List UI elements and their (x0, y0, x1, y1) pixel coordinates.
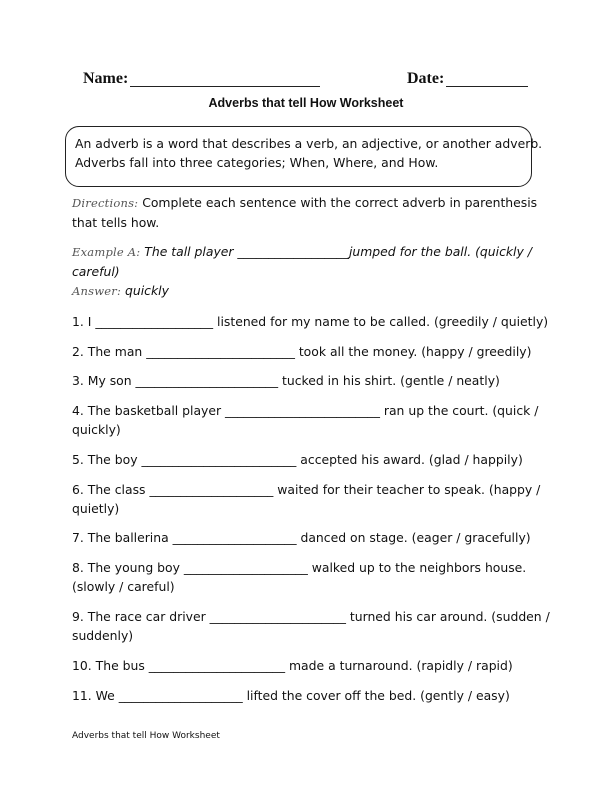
example-label: Example A: (72, 245, 141, 259)
date-label: Date: (407, 70, 445, 87)
page-footer: Adverbs that tell How Worksheet (72, 731, 220, 741)
question-4-line-2: quickly) (72, 422, 121, 437)
answer-label: Answer: (72, 284, 122, 298)
directions-label: Directions: (72, 196, 139, 210)
question-5 (72, 450, 550, 469)
directions (72, 193, 550, 232)
question-4 (72, 401, 550, 439)
question-1-line-1: 1. I ___________________ listened for my name to be called. (greedily / quietly) (72, 314, 549, 329)
question-5-line-1: 5. The boy _________________________ accepted his award. (glad / happily) (72, 452, 523, 467)
question-11 (72, 686, 550, 705)
question-6-line-1: 6. The class ____________________ waited for their teacher to speak. (happy / (72, 482, 541, 497)
example-answer: quickly (125, 283, 169, 298)
question-4-line-1: 4. The basketball player _________________________ ran up the court. (quick / (72, 403, 539, 418)
question-7-line-1: 7. The ballerina ____________________ danced on stage. (eager / gracefully) (72, 530, 531, 545)
example-line-1: The tall player __________________jumped for the ball. (quickly / (144, 244, 532, 259)
question-2 (72, 342, 550, 361)
question-1 (72, 312, 550, 331)
question-9-line-2: suddenly) (72, 628, 134, 643)
question-8-line-2: (slowly / careful) (72, 579, 175, 594)
question-6 (72, 480, 550, 518)
question-3-line-1: 3. My son _______________________ tucked in his shirt. (gentle / neatly) (72, 373, 500, 388)
question-10-line-1: 10. The bus ______________________ made a turnaround. (rapidly / rapid) (72, 658, 513, 673)
date-line (446, 86, 528, 87)
question-8-line-1: 8. The young boy ____________________ walked up to the neighbors house. (72, 560, 527, 575)
question-2-line-1: 2. The man ________________________ took all the money. (happy / greedily) (72, 344, 532, 359)
question-11-line-1: 11. We ____________________ lifted the cover off the bed. (gently / easy) (72, 688, 510, 703)
intro-line-1: An adverb is a word that describes a verb, an adjective, or another adverb. (75, 136, 543, 151)
question-9-line-1: 9. The race car driver ______________________ turned his car around. (sudden / (72, 609, 550, 624)
question-6-line-2: quietly) (72, 501, 120, 516)
question-9 (72, 607, 550, 645)
question-8 (72, 558, 550, 596)
question-10 (72, 656, 550, 675)
intro-line-2: Adverbs fall into three categories; When, Where, and How. (75, 155, 439, 170)
question-3 (72, 371, 550, 390)
intro-box (65, 126, 543, 187)
directions-text-2: that tells how. (72, 215, 160, 230)
question-7 (72, 528, 550, 547)
example (72, 242, 550, 301)
page-title: Adverbs that tell How Worksheet (208, 96, 404, 110)
name-line (130, 86, 320, 87)
worksheet-header (0, 70, 612, 90)
directions-text-1: Complete each sentence with the correct adverb in parenthesis (142, 195, 538, 210)
example-line-2: careful) (72, 264, 120, 279)
name-label: Name: (83, 70, 129, 87)
